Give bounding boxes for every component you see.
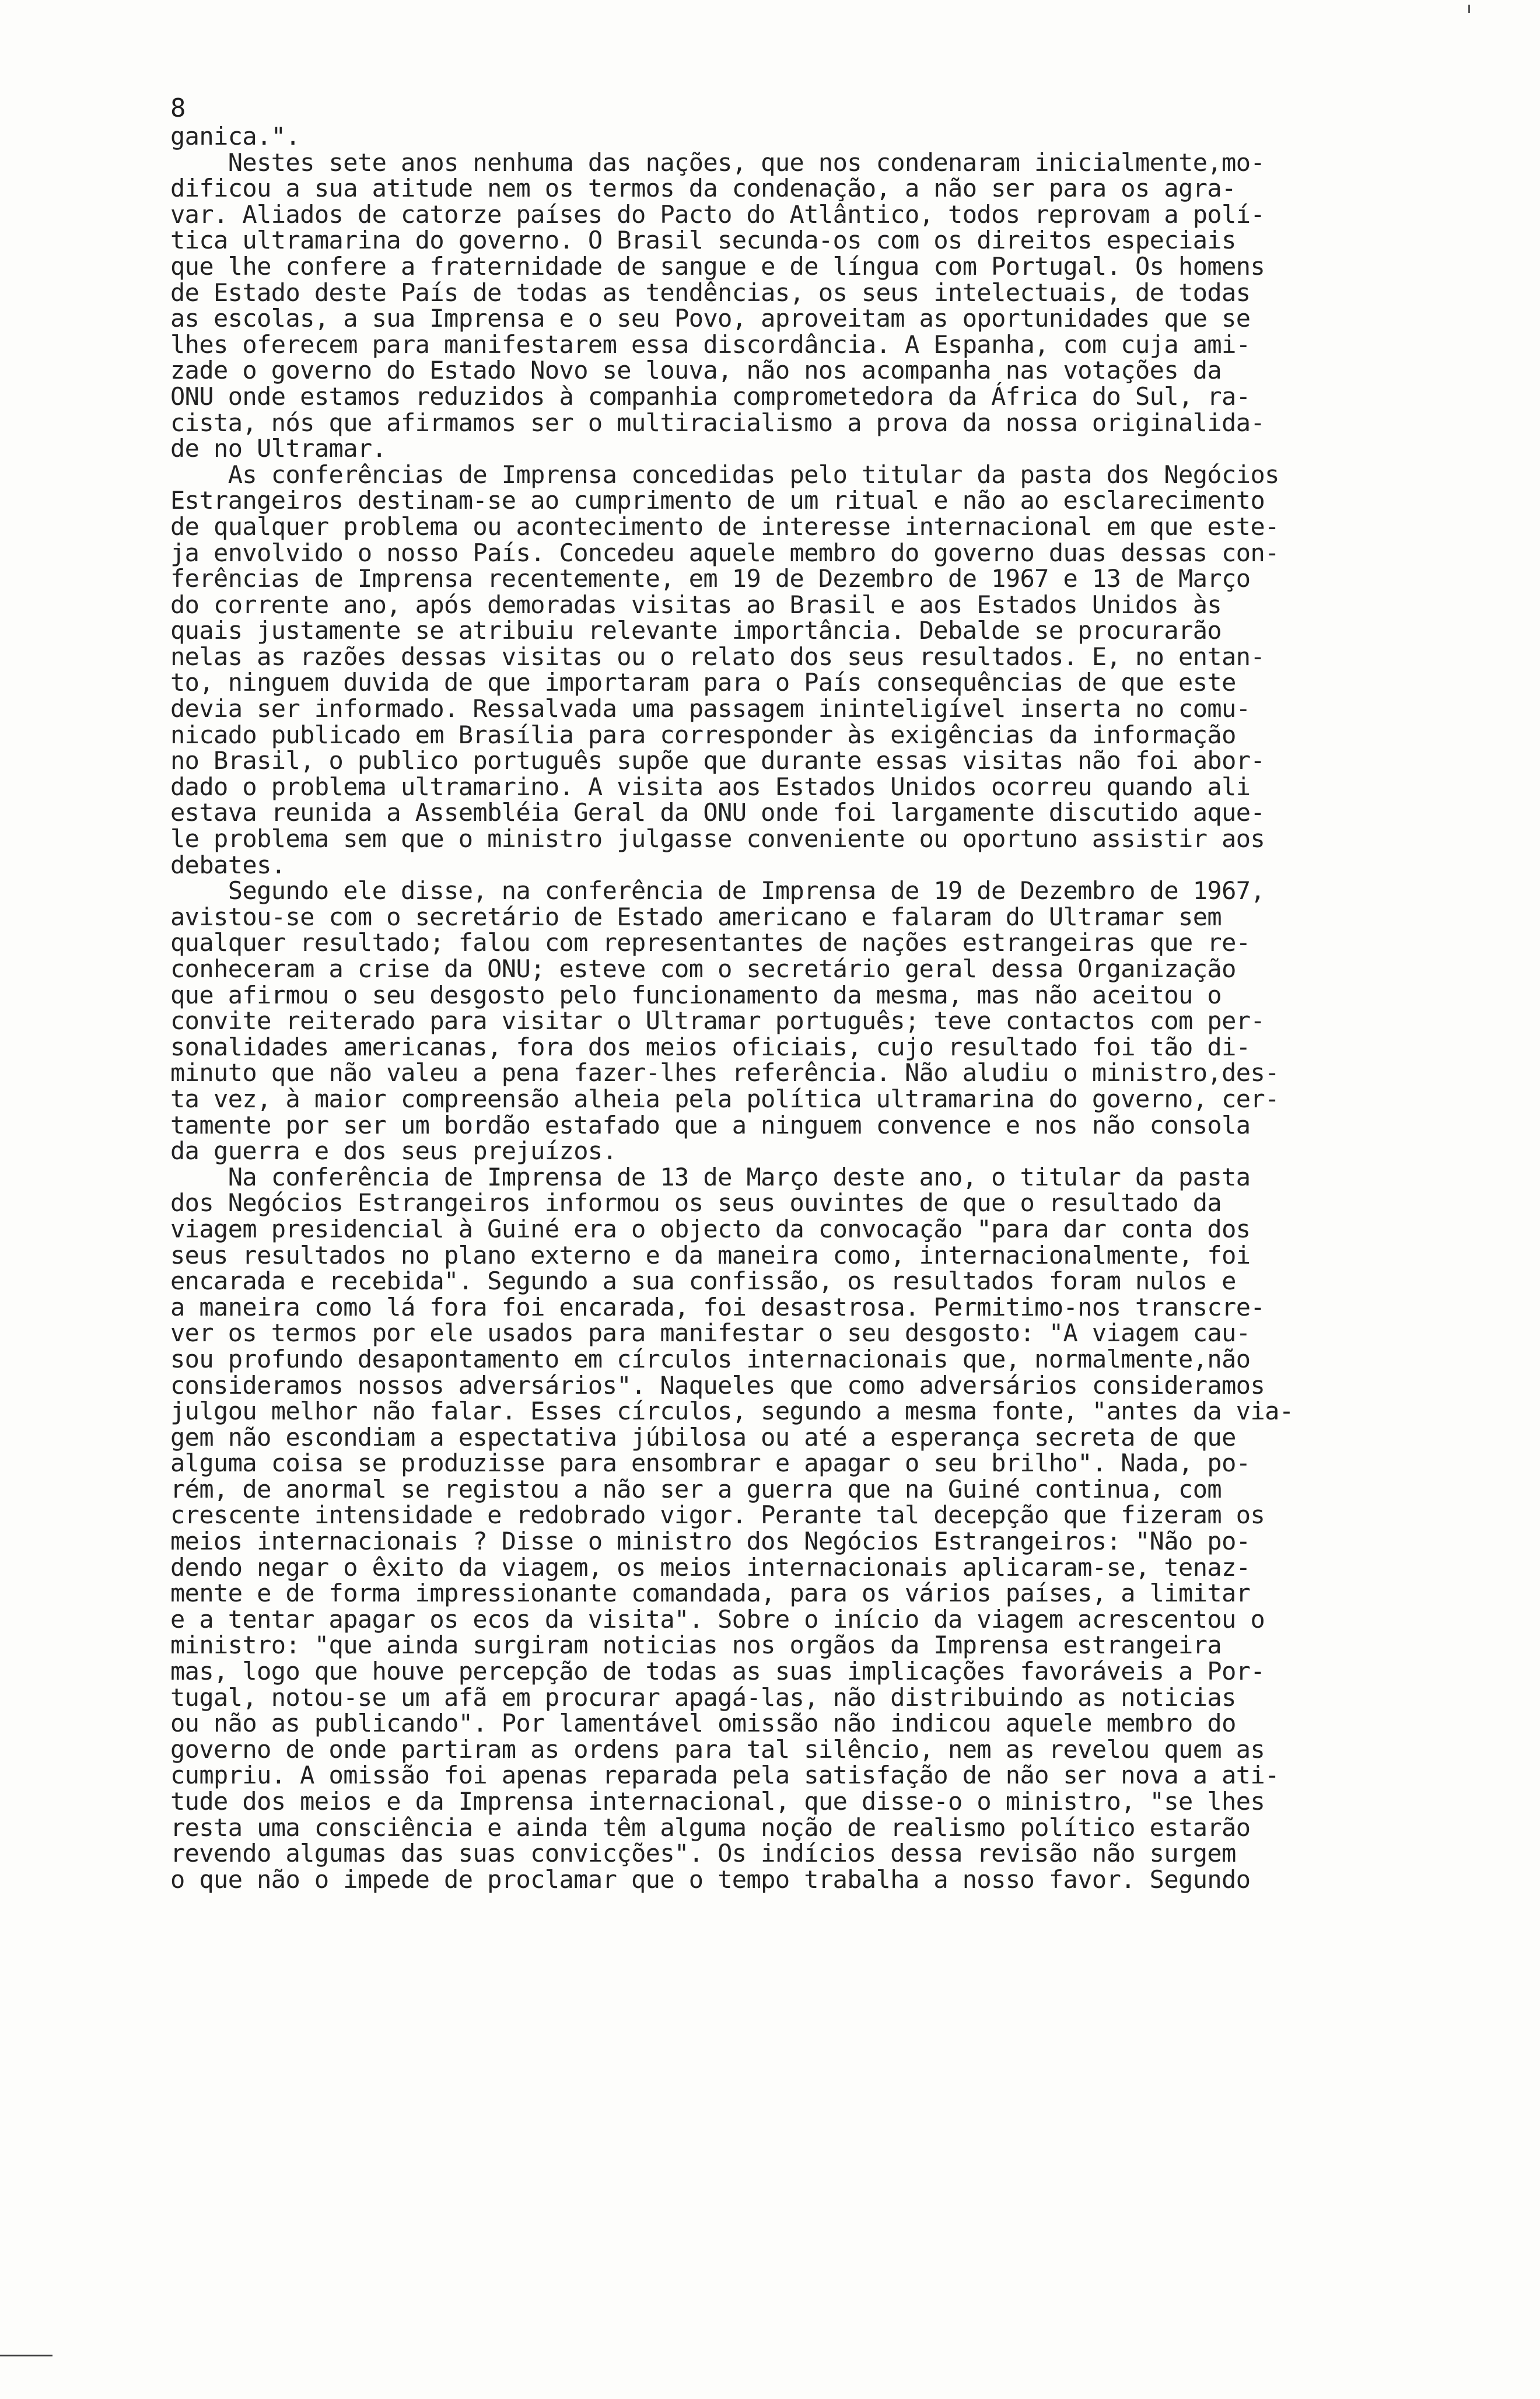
text-line: da guerra e dos seus prejuízos. — [170, 1136, 617, 1166]
text-line: le problema sem que o ministro julgasse conveniente ou oportuno assistir aos — [170, 824, 1265, 854]
text-line: a maneira como lá fora foi encarada, foi desastrosa. Permitimo-nos transcre- — [170, 1292, 1265, 1321]
text-line: tica ultramarina do governo. O Brasil secunda-os com os direitos especiais — [170, 226, 1236, 255]
text-line: Nestes sete anos nenhuma das nações, que nos condenaram inicialmente,mo- — [170, 148, 1265, 177]
text-line: dendo negar o êxito da viagem, os meios internacionais aplicaram-se, tenaz- — [170, 1552, 1251, 1582]
text-line: ONU onde estamos reduzidos à companhia comprometedora da África do Sul, ra- — [170, 382, 1251, 411]
text-line: do corrente ano, após demoradas visitas ao Brasil e aos Estados Unidos às — [170, 590, 1222, 619]
text-line: ta vez, à maior compreensão alheia pela política ultramarina do governo, cer- — [170, 1084, 1279, 1113]
text-line: convite reiterado para visitar o Ultramar português; teve contactos com per- — [170, 1006, 1265, 1036]
text-line: julgou melhor não falar. Esses círculos, segundo a mesma fonte, "antes da via- — [170, 1397, 1294, 1426]
text-line: conheceram a crise da ONU; esteve com o secretário geral dessa Organização — [170, 954, 1236, 983]
text-line: qualquer resultado; falou com representantes de nações estrangeiras que re- — [170, 928, 1251, 957]
text-line: tude dos meios e da Imprensa internacional, que disse-o o ministro, "se lhes — [170, 1787, 1265, 1816]
text-line: meios internacionais ? Disse o ministro dos Negócios Estrangeiros: "Não po- — [170, 1527, 1251, 1556]
text-line: que lhe confere a fraternidade de sangue e de língua com Portugal. Os homens — [170, 251, 1265, 281]
text-line: Segundo ele disse, na conferência de Imprensa de 19 de Dezembro de 1967, — [170, 876, 1265, 905]
text-line: estava reunida a Assembléia Geral da ONU onde foi largamente discutido aque- — [170, 798, 1265, 827]
text-line: as escolas, a sua Imprensa e o seu Povo, aproveitam as oportunidades que se — [170, 304, 1251, 333]
text-line: governo de onde partiram as ordens para tal silêncio, nem as revelou quem as — [170, 1734, 1265, 1764]
text-line: minuto que não valeu a pena fazer-lhes referência. Não aludiu o ministro,des- — [170, 1058, 1279, 1087]
text-line: nicado publicado em Brasília para corresponder às exigências da informação — [170, 720, 1236, 749]
text-line: dificou a sua atitude nem os termos da condenação, a não ser para os agra- — [170, 174, 1236, 203]
body-text — [170, 124, 1489, 1893]
text-line: tamente por ser um bordão estafado que a ninguem convence e nos não consola — [170, 1110, 1251, 1139]
text-line: mente e de forma impressionante comandada, para os vários países, a limitar — [170, 1579, 1251, 1608]
text-line: ministro: "que ainda surgiram noticias nos orgãos da Imprensa estrangeira — [170, 1631, 1222, 1660]
text-line: dos Negócios Estrangeiros informou os seus ouvintes de que o resultado da — [170, 1188, 1222, 1218]
text-line: zade o governo do Estado Novo se louva, não nos acompanha nas votações da — [170, 356, 1222, 385]
margin-rule — [0, 2355, 52, 2356]
text-line: encarada e recebida". Segundo a sua confissão, os resultados foram nulos e — [170, 1267, 1236, 1296]
text-line: devia ser informado. Ressalvada uma passagem ininteligível inserta no comu- — [170, 694, 1251, 723]
text-line: lhes oferecem para manifestarem essa discordância. A Espanha, com cuja ami- — [170, 330, 1251, 359]
text-line: to, ninguem duvida de que importaram para o País consequências de que este — [170, 668, 1236, 697]
text-line: viagem presidencial à Guiné era o objecto da convocação "para dar conta dos — [170, 1214, 1251, 1243]
text-line: sou profundo desapontamento em círculos internacionais que, normalmente,não — [170, 1344, 1251, 1373]
text-line: no Brasil, o publico português supõe que durante essas visitas não foi abor- — [170, 746, 1265, 775]
text-line: ferências de Imprensa recentemente, em 19 de Dezembro de 1967 e 13 de Março — [170, 564, 1251, 593]
page-number: 8 — [170, 93, 186, 123]
text-line: ou não as publicando". Por lamentável omissão não indicou aquele membro do — [170, 1709, 1236, 1738]
text-line: As conferências de Imprensa concedidas pelo titular da pasta dos Negócios — [170, 460, 1279, 489]
text-line: e a tentar apagar os ecos da visita". Sobre o início da viagem acrescentou o — [170, 1604, 1265, 1634]
text-line: crescente intensidade e redobrado vigor. Perante tal decepção que fizeram os — [170, 1501, 1265, 1530]
text-line: mas, logo que houve percepção de todas as suas implicações favoráveis a Por- — [170, 1657, 1265, 1686]
text-line: nelas as razões dessas visitas ou o relato dos seus resultados. E, no entan- — [170, 642, 1265, 671]
text-line: que afirmou o seu desgosto pelo funcionamento da mesma, mas não aceitou o — [170, 980, 1222, 1009]
text-line: cumpriu. A omissão foi apenas reparada pela satisfação de não ser nova a ati- — [170, 1761, 1279, 1790]
text-line: cista, nós que afirmamos ser o multiracialismo a prova da nossa originalida- — [170, 408, 1265, 437]
text-line: o que não o impede de proclamar que o tempo trabalha a nosso favor. Segundo — [170, 1865, 1251, 1894]
text-line: dado o problema ultramarino. A visita aos Estados Unidos ocorreu quando ali — [170, 772, 1251, 801]
text-line: de Estado deste País de todas as tendências, os seus intelectuais, de todas — [170, 278, 1251, 307]
text-line: ver os termos por ele usados para manifestar o seu desgosto: "A viagem cau- — [170, 1319, 1251, 1348]
text-line: tugal, notou-se um afã em procurar apagá-las, não distribuindo as noticias — [170, 1683, 1236, 1712]
text-line: debates. — [170, 850, 286, 879]
text-line: var. Aliados de catorze países do Pacto do Atlântico, todos reprovam a polí- — [170, 200, 1265, 229]
scan-speck — [1468, 5, 1470, 13]
text-line: revendo algumas das suas convicções". Os indícios dessa revisão não surgem — [170, 1839, 1236, 1868]
text-line: de no Ultramar. — [170, 434, 387, 463]
text-line: ganica.". — [170, 122, 300, 151]
text-line: alguma coisa se produzisse para ensombrar e apagar o seu brilho". Nada, po- — [170, 1449, 1251, 1478]
text-line: sonalidades americanas, fora dos meios oficiais, cujo resultado foi tão di- — [170, 1032, 1251, 1061]
text-line: rém, de anormal se registou a não ser a guerra que na Guiné continua, com — [170, 1474, 1222, 1503]
text-line: consideramos nossos adversários". Naqueles que como adversários consideramos — [170, 1370, 1265, 1400]
text-line: seus resultados no plano externo e da maneira como, internacionalmente, foi — [170, 1240, 1251, 1270]
text-line: Estrangeiros destinam-se ao cumprimento de um ritual e não ao esclarecimento — [170, 486, 1265, 515]
text-line: avistou-se com o secretário de Estado americano e falaram do Ultramar sem — [170, 902, 1222, 931]
text-line: ja envolvido o nosso País. Concedeu aquele membro do governo duas dessas con- — [170, 538, 1279, 567]
text-line: gem não escondiam a espectativa júbilosa ou até a esperança secreta de que — [170, 1422, 1236, 1452]
text-line: Na conferência de Imprensa de 13 de Março deste ano, o titular da pasta — [170, 1162, 1251, 1191]
text-line: resta uma consciência e ainda têm alguma noção de realismo político estarão — [170, 1813, 1251, 1842]
text-line: quais justamente se atribuiu relevante importância. Debalde se procurarão — [170, 616, 1222, 645]
text-line: de qualquer problema ou acontecimento de interesse internacional em que este- — [170, 512, 1279, 541]
